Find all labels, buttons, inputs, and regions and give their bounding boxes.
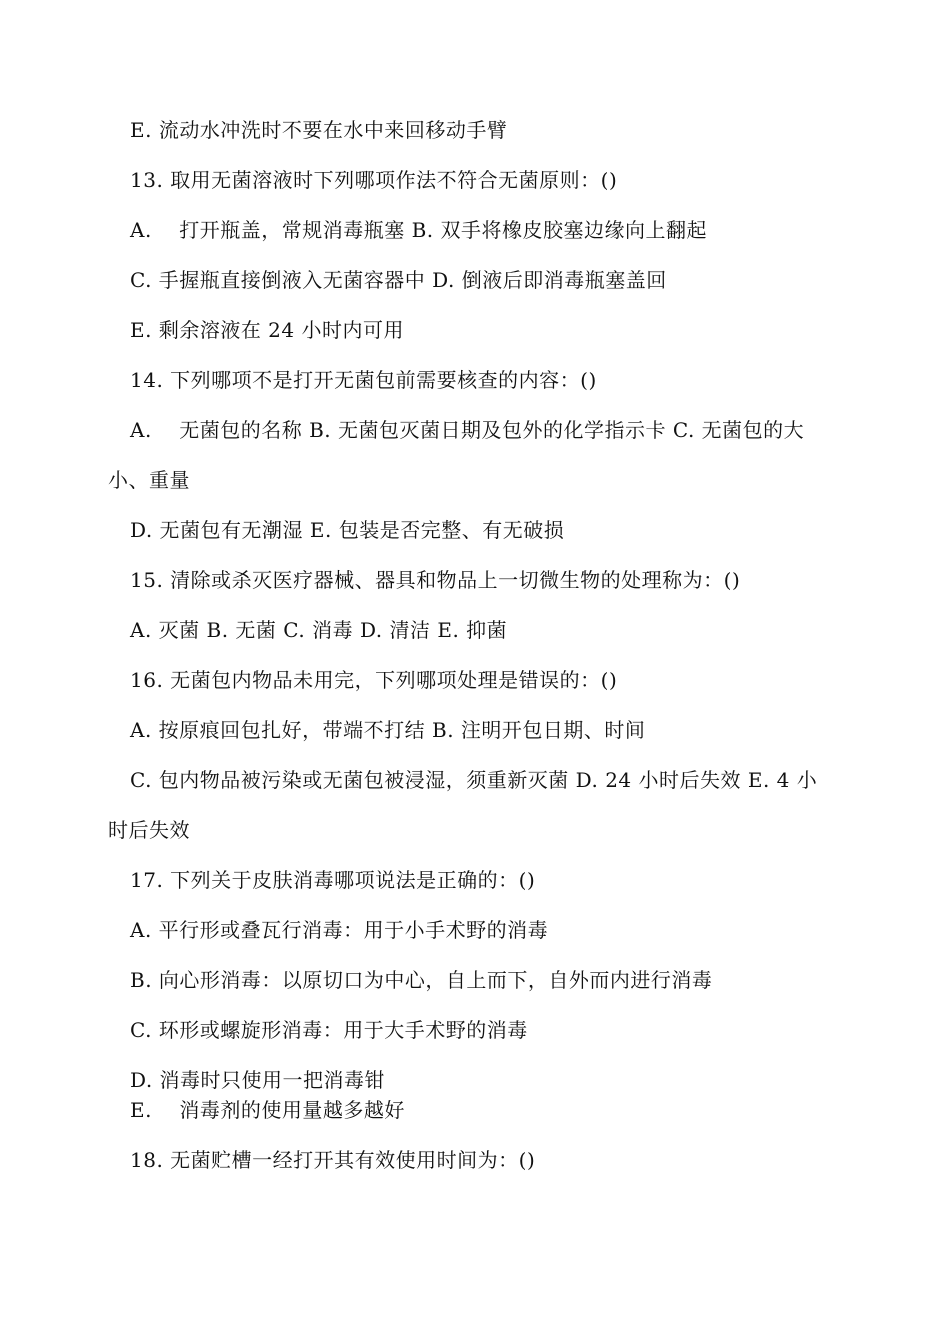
option-line: B. 向心形消毒：以原切口为中心，自上而下，自外而内进行消毒	[130, 968, 713, 992]
option-line: A. 平行形或叠瓦行消毒：用于小手术野的消毒	[130, 918, 549, 942]
option-line: D. 消毒时只使用一把消毒钳	[130, 1068, 386, 1092]
question-17: 17. 下列关于皮肤消毒哪项说法是正确的：()	[130, 868, 536, 892]
text-line: E. 流动水冲洗时不要在水中来回移动手臂	[130, 118, 508, 142]
question-15: 15. 清除或杀灭医疗器械、器具和物品上一切微生物的处理称为：()	[130, 568, 741, 592]
option-line: E. 剩余溶液在 24 小时内可用	[130, 318, 404, 342]
option-line: C. 包内物品被污染或无菌包被浸湿，须重新灭菌 D. 24 小时后失效 E. 4 小	[130, 768, 818, 792]
option-line: A. 灭菌 B. 无菌 C. 消毒 D. 清洁 E. 抑菌	[130, 618, 508, 642]
option-line: A. 无菌包的名称 B. 无菌包灭菌日期及包外的化学指示卡 C. 无菌包的大	[130, 418, 805, 442]
option-line: A. 打开瓶盖，常规消毒瓶塞 B. 双手将橡皮胶塞边缘向上翻起	[130, 218, 707, 242]
option-line: C. 环形或螺旋形消毒：用于大手术野的消毒	[130, 1018, 528, 1042]
option-line-continued: 小、重量	[108, 468, 190, 492]
option-line: C. 手握瓶直接倒液入无菌容器中 D. 倒液后即消毒瓶塞盖回	[130, 268, 667, 292]
question-18: 18. 无菌贮槽一经打开其有效使用时间为：()	[130, 1148, 536, 1172]
option-line: D. 无菌包有无潮湿 E. 包装是否完整、有无破损	[130, 518, 565, 542]
option-line-continued: 时后失效	[108, 818, 190, 842]
question-16: 16. 无菌包内物品未用完，下列哪项处理是错误的：()	[130, 668, 618, 692]
question-13: 13. 取用无菌溶液时下列哪项作法不符合无菌原则：()	[130, 168, 618, 192]
question-14: 14. 下列哪项不是打开无菌包前需要核查的内容：()	[130, 368, 597, 392]
option-line: E. 消毒剂的使用量越多越好	[130, 1098, 405, 1122]
option-line: A. 按原痕回包扎好，带端不打结 B. 注明开包日期、时间	[130, 718, 646, 742]
